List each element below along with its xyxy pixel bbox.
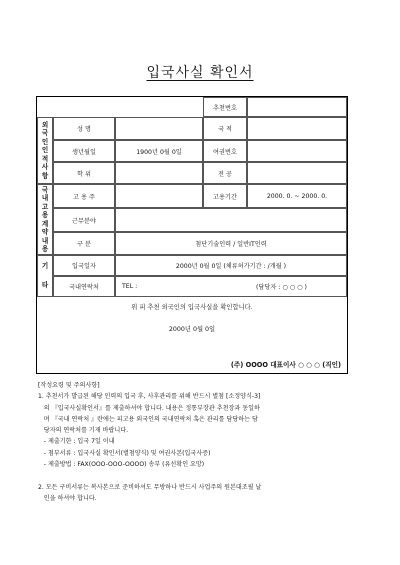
instruction-line: 인을 하셔야 합니다. <box>38 494 97 502</box>
nationality-label: 국 적 <box>203 117 247 140</box>
birth-date-field[interactable]: 1900년 0월 0일 <box>115 140 203 162</box>
foreigner-info-section-label <box>37 117 53 184</box>
birth-date-label: 생년월일 <box>53 140 115 162</box>
section-label-char: 국 <box>41 129 49 138</box>
name-label: 성 명 <box>53 117 115 140</box>
instruction-line: 며 『국내 연락처 』란에는 피고용 외국인의 국내연락처 혹은 관리를 담당하는 담 <box>38 415 258 423</box>
entry-confirmation-form <box>36 96 348 374</box>
instruction-line: 1. 추천서가 발급된 해당 인력의 입국 후, 사후관리를 위해 반드시 별첨 [소정양식-3] <box>38 393 261 401</box>
degree-field[interactable] <box>115 162 203 184</box>
employer-field[interactable] <box>115 184 203 208</box>
instruction-line: - 첨부서류 : 입국사실 확인서(별첨양식) 및 여권사본(입국사증) <box>38 449 211 457</box>
other-section-label <box>37 255 53 297</box>
employment-period-label: 고용기간 <box>203 184 247 208</box>
work-field-field[interactable] <box>115 208 347 232</box>
section-label-char: 기 <box>41 262 49 270</box>
section-label-char: 고 <box>41 202 49 211</box>
instructions-section <box>38 380 368 504</box>
major-field[interactable] <box>247 162 347 184</box>
section-label-char: 인 <box>41 137 49 146</box>
section-label-char: 적 <box>41 154 49 163</box>
major-label: 전 공 <box>203 162 247 184</box>
employment-period-field[interactable]: 2000. 0. ~ 2000. 0. <box>247 184 347 208</box>
section-label-char: 용 <box>41 211 49 219</box>
instruction-line: 2. 모든 구비서류는 복사본으로 준비하셔도 무방하나 반드시 사업주의 원본대조필 날 <box>38 483 262 491</box>
domestic-contact-field[interactable] <box>115 276 347 297</box>
employment-contract-section-label <box>37 184 53 255</box>
section-label-char: 내 <box>41 236 49 245</box>
confirmation-statement: 위 피 추천 외국인의 입국사실을 확인합니다. <box>131 304 253 311</box>
section-label-char: 외 <box>41 120 49 129</box>
contact-tel-label: TEL : <box>122 283 138 290</box>
section-label-char: 타 <box>41 281 49 289</box>
passport-number-label: 여권번호 <box>203 140 247 162</box>
entry-date-field[interactable]: 2000년 0월 0일 (체류허가기간 : /개월 ) <box>115 255 347 276</box>
work-field-label: 근무분야 <box>53 208 115 232</box>
instruction-line: 당자의 연락처를 기재 바랍니다. <box>38 427 129 435</box>
confirmation-date: 2000년 0월 0일 <box>168 326 216 333</box>
recommend-number-field[interactable] <box>247 97 347 117</box>
section-label-char: 항 <box>41 171 49 180</box>
section-label-char: 계 <box>41 219 49 228</box>
category-field[interactable]: 첨단기술인력 / 일반IT인력 <box>115 232 347 255</box>
passport-number-field[interactable] <box>247 140 347 162</box>
instruction-line: - 제출기한 : 입국 7일 이내 <box>38 438 115 446</box>
section-label-char: 약 <box>41 228 49 236</box>
section-label-char: 인 <box>41 146 49 155</box>
nationality-field[interactable] <box>247 117 347 140</box>
instructions-heading: [작성요령 및 주의사항] <box>38 382 100 389</box>
name-field[interactable] <box>115 117 203 140</box>
entry-date-label: 입국일자 <box>53 255 115 276</box>
section-label-char: 국 <box>41 185 49 194</box>
recommend-number-label: 추천번호 <box>203 97 247 117</box>
section-label-char: 용 <box>41 245 49 253</box>
section-label-char: 내 <box>41 194 49 202</box>
section-label-char: 사 <box>41 163 49 172</box>
employer-label: 고 용 주 <box>53 184 115 208</box>
domestic-contact-label: 국내연락처 <box>53 276 115 297</box>
contact-person: (담당자 : ○ ○ ○ ) <box>256 284 307 291</box>
degree-label: 학 위 <box>53 162 115 184</box>
company-signature: (주) OOOO 대표이사 ○ ○ ○ (직인) <box>230 361 341 369</box>
instruction-line <box>38 470 368 481</box>
instruction-line: - 제출방법 : FAX(OOO-OOO-OOOO) 송부 (유선확인 요망) <box>38 461 205 469</box>
document-title: 입국사실 확인서 <box>146 65 254 81</box>
instruction-line: 의 『입국사실확인서』를 제출하셔야 합니다. 내용은 정통부장관 추천장과 동일하 <box>38 404 260 412</box>
category-label: 구 분 <box>53 232 115 255</box>
